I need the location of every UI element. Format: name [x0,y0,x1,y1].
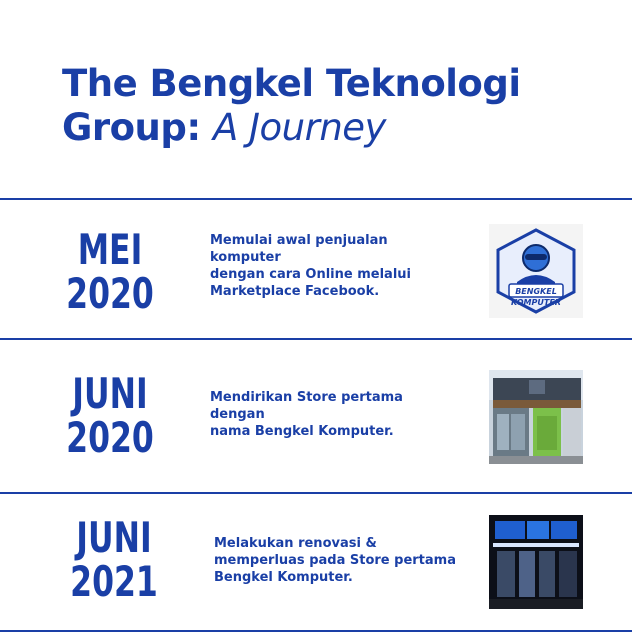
year-month: MEI [77,225,143,274]
desc-line: Mendirikan Store pertama [210,390,403,405]
storefront-day-graphic [489,370,583,464]
title-journey: A Journey [213,106,386,149]
divider [0,198,632,200]
year-number: 2021 [70,557,158,606]
desc-line: memperluas pada Store pertama [214,553,456,568]
timeline-description [210,232,411,300]
storefront-night-graphic [489,515,583,609]
storefront-daytime-photo [489,370,583,464]
desc-line: dengan cara Online melalui [210,267,411,282]
divider [0,338,632,340]
desc-line: dengan [210,407,265,422]
year-month: JUNI [76,513,152,562]
logo-text: BENGKEL [515,287,557,296]
mascot-logo-graphic [489,224,583,318]
year-number: 2020 [66,413,154,462]
desc-line: Marketplace Facebook. [210,284,380,299]
title-line-2 [62,106,521,150]
page-title [62,62,521,150]
desc-line: Memulai awal penjualan [210,233,388,248]
timeline-description [210,389,403,440]
desc-line: Bengkel Komputer. [214,570,353,585]
year-number: 2020 [66,269,154,318]
logo-text: KOMPUTER [511,298,561,307]
year-month: JUNI [72,369,148,418]
desc-line: komputer [210,250,281,265]
title-group: Group: [62,106,214,149]
storefront-night-photo [489,515,583,609]
title-line-1: The Bengkel Teknologi [62,62,521,105]
desc-line: Melakukan renovasi & [214,536,377,551]
desc-line: nama Bengkel Komputer. [210,424,394,439]
timeline-year [54,513,174,606]
timeline-year [50,369,170,462]
timeline-year [50,225,170,318]
timeline-description [214,535,456,586]
bengkel-komputer-logo [489,224,583,318]
divider [0,630,632,632]
divider [0,492,632,494]
